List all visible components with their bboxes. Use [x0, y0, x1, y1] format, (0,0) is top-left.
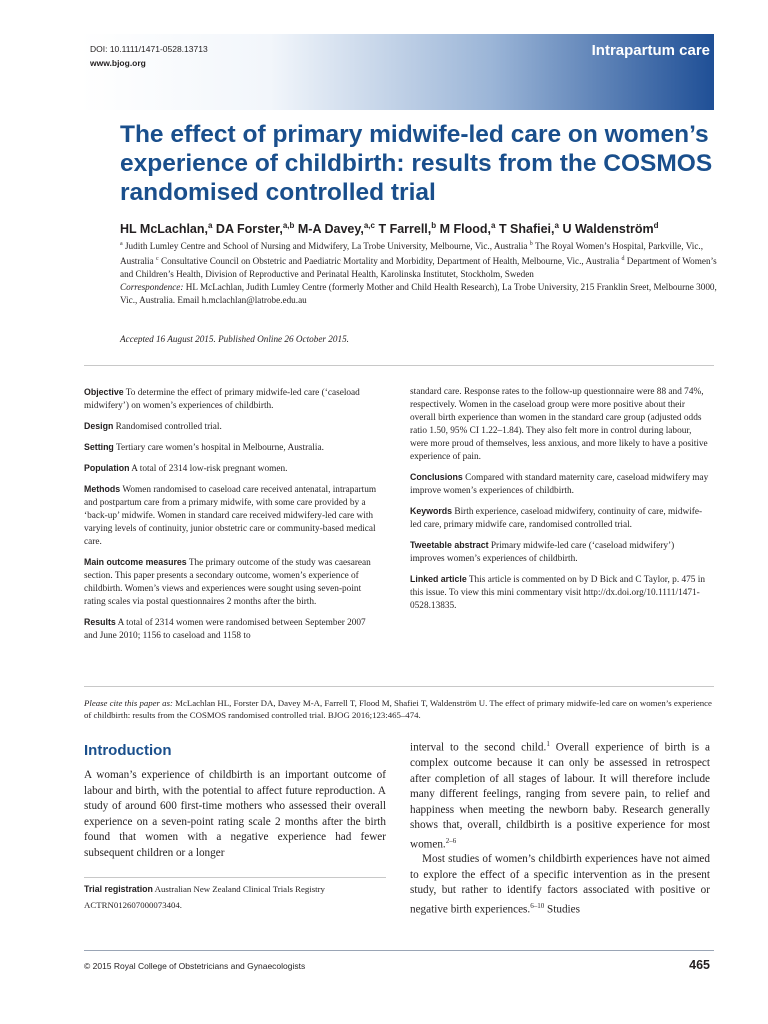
- introduction-paragraph-1: A woman’s experience of childbirth is an important outcome of labour and birth, with the potential to affect future reproduction. A study of around 600 first-time mothers who assessed their overall experience on a seven-point rating scale 2 months after the birth found that women with a negative experience had fewer subsequent children or a longer: [84, 769, 386, 859]
- introduction-heading: Introduction: [84, 742, 172, 759]
- affiliations: $^a$ Judith Lumley Centre and School of Nursing and Midwifery, La Trobe University, Melbourne, Vic., Australia $^b$ The Royal Women’s Hospital, Parkville, Vic., Australia $^c$ Consultative Council on Obstetric and Paediatric Mortality and Morbidity, Department of Health, Melbourne, Vic., Australia $^d$ Department of Women’s and Children’s Health, Division of Reproductive and Perinatal Health, Karolinska Institutet, Stockholm, Sweden Correspondence: HL McLachlan, Judith Lumley Centre (formerly Mother and Child Health Research), La Trobe University, 215 Franklin Sreet, Melbourne 3000, Vic., Australia. Email h.mclachlan@latrobe.edu.au: [120, 241, 717, 306]
- outcomes-text: The primary outcome of the study was caesarean section. This paper presents a secondary outcome, women’s experience of childbirth. Women’s views and experiences were sought using seven-point rating scales via postal questionnaires 2 months after the birth.: [84, 558, 371, 607]
- paragraph-text: Overall experience of birth is a complex outcome because it can only be assessed in retrospect after completion of all stages of labour. It will therefore include many different feelings, ranging from severe pain, to relief and happiness when meeting the newborn baby. Research generally shows that, overall, childbirth is a positive experience for most women.: [410, 741, 710, 851]
- setting-label: Setting: [84, 442, 114, 452]
- population-label: Population: [84, 463, 130, 473]
- tweetable-label: Tweetable abstract: [410, 540, 489, 550]
- keywords-text: Birth experience, caseload midwifery, continuity of care, midwife-led care, primary midwife care, randomised controlled trial.: [410, 507, 703, 530]
- footer-divider: [84, 950, 714, 951]
- population-text: A total of 2314 low-risk pregnant women.: [131, 464, 288, 474]
- section-label: Intrapartum care: [591, 42, 710, 59]
- divider: [84, 686, 714, 687]
- correspondence-text: HL McLachlan, Judith Lumley Centre (formerly Mother and Child Health Research), La Trobe University, 215 Franklin Sreet, Melbourne 3000, Vic., Australia. Email h.mclachlan@latrobe.edu.au: [120, 282, 717, 306]
- article-title: The effect of primary midwife-led care on women’s experience of childbirth: results from the COSMOS randomised controlled trial: [120, 121, 713, 206]
- page-number: 465: [689, 958, 710, 972]
- journal-website[interactable]: www.bjog.org: [90, 58, 146, 68]
- outcomes-label: Main outcome measures: [84, 557, 187, 567]
- introduction-paragraph-3: [410, 852, 710, 918]
- reference-mark[interactable]: 2–6: [445, 836, 457, 845]
- author-affil-mark: a: [491, 221, 496, 230]
- author-affil-mark: a,c: [363, 221, 375, 230]
- affiliation-d: Department of Women’s and Children’s Health, Division of Reproductive and Perinatal Health, Karolinska Institutet, Stockholm, Sweden: [120, 256, 717, 280]
- author-affil-mark: a: [554, 221, 559, 230]
- paragraph-text: interval to the second child.: [410, 741, 547, 754]
- methods-text: Women randomised to caseload care received antenatal, intrapartum and postpartum care from a primary midwife, with some care provided by a ‘back-up’ midwife. Women in standard care received midwifery-led care with varying levels of continuity, junior obstetric care or community-based medical care.: [84, 485, 377, 547]
- introduction-paragraph-2: [410, 737, 710, 853]
- citation-text: McLachlan HL, Forster DA, Davey M-A, Farrell T, Flood M, Shafiei T, Waldenström U. The effect of primary midwife-led care on women’s experience of childbirth: results from the COSMOS randomised controlled trial. BJOG 2016;123:465–474.: [84, 698, 712, 720]
- affiliation-c: Consultative Council on Obstetric and Paediatric Mortality and Morbidity, Department of Health, Melbourne, Vic., Australia: [160, 256, 620, 267]
- author-affil-mark: a: [207, 221, 213, 230]
- setting-text: Tertiary care women’s hospital in Melbourne, Australia.: [115, 443, 324, 453]
- citation-label: Please cite this paper as:: [84, 698, 173, 708]
- author-list: [120, 218, 710, 237]
- design-text: Randomised controlled trial.: [115, 422, 222, 432]
- author-name: U Waldenström: [558, 222, 654, 237]
- results-text: A total of 2314 women were randomised between September 2007 and June 2010; 1156 to caseload and 1158 to: [84, 618, 366, 641]
- results-text-continued: standard care. Response rates to the follow-up questionnaire were 88 and 74%, respectively. Women in the caseload group were more positive about their overall birth experience than women in the standard care group (adjusted odds ratio 1.50, 95% CI 1.22–1.84). They also felt more in control during labour, were more proud of themselves, less anxious, and more likely to have a positive experience of pain.: [410, 387, 708, 462]
- author-name: M Flood,: [436, 222, 492, 237]
- linked-article-text[interactable]: This article is commented on by D Bick and C Taylor, p. 475 in this issue. To view this mini commentary visit http://dx.doi.org/10.1111/1471-0528.13835.: [410, 575, 705, 611]
- methods-label: Methods: [84, 484, 121, 494]
- author-name: M-A Davey,: [294, 222, 364, 237]
- paragraph-text: Most studies of women’s childbirth experiences have not aimed to explore the effect of a specific intervention as in the present study, but rather to identify factors associated with positive or negative birth experiences.: [410, 853, 710, 916]
- paragraph-text: Studies: [544, 903, 580, 916]
- trial-registration: [84, 881, 386, 913]
- doi-text: DOI: 10.1111/1471-0528.13713: [90, 44, 208, 54]
- accepted-date: Accepted 16 August 2015. Published Online 26 October 2015.: [120, 334, 349, 344]
- affiliation-b: The Royal Women’s Hospital, Parkville, Vic., Australia: [120, 241, 703, 267]
- affiliation-a: Judith Lumley Centre and School of Nursing and Midwifery, La Trobe University, Melbourne, Vic., Australia: [124, 241, 528, 252]
- trial-registration-label: Trial registration: [84, 884, 153, 894]
- author-name: HL McLachlan,: [120, 222, 208, 237]
- linked-article-label: Linked article: [410, 574, 467, 584]
- objective-label: Objective: [84, 387, 124, 397]
- objective-text: To determine the effect of primary midwife-led care (‘caseload midwifery’) on women’s experiences of childbirth.: [84, 388, 360, 411]
- author-name: T Shafiei,: [495, 222, 555, 237]
- author-name: T Farrell,: [374, 222, 432, 237]
- results-label: Results: [84, 617, 116, 627]
- author-affil-mark: d: [653, 221, 659, 230]
- conclusions-label: Conclusions: [410, 472, 463, 482]
- reference-mark[interactable]: 1: [546, 740, 550, 748]
- abstract-column-right: [410, 386, 710, 620]
- author-name: DA Forster,: [212, 222, 283, 237]
- abstract-column-left: [84, 386, 380, 650]
- conclusions-text: Compared with standard maternity care, caseload midwifery may improve women’s experiences of childbirth.: [410, 473, 709, 496]
- reference-mark[interactable]: 6–10: [530, 901, 545, 910]
- citation: [84, 697, 714, 721]
- design-label: Design: [84, 421, 114, 431]
- copyright-notice: © 2015 Royal College of Obstetricians and Gynaecologists: [84, 961, 306, 971]
- tweetable-text: Primary midwife-led care (‘caseload midwifery’) improves women’s experiences of childbirth.: [410, 541, 675, 564]
- keywords-label: Keywords: [410, 506, 453, 516]
- divider: [84, 877, 386, 878]
- trial-registration-text: Australian New Zealand Clinical Trials Registry ACTRN012607000073404.: [84, 884, 325, 910]
- author-affil-mark: a,b: [282, 221, 295, 230]
- divider: [84, 365, 714, 366]
- correspondence-label: Correspondence:: [120, 282, 184, 293]
- author-affil-mark: b: [431, 221, 437, 230]
